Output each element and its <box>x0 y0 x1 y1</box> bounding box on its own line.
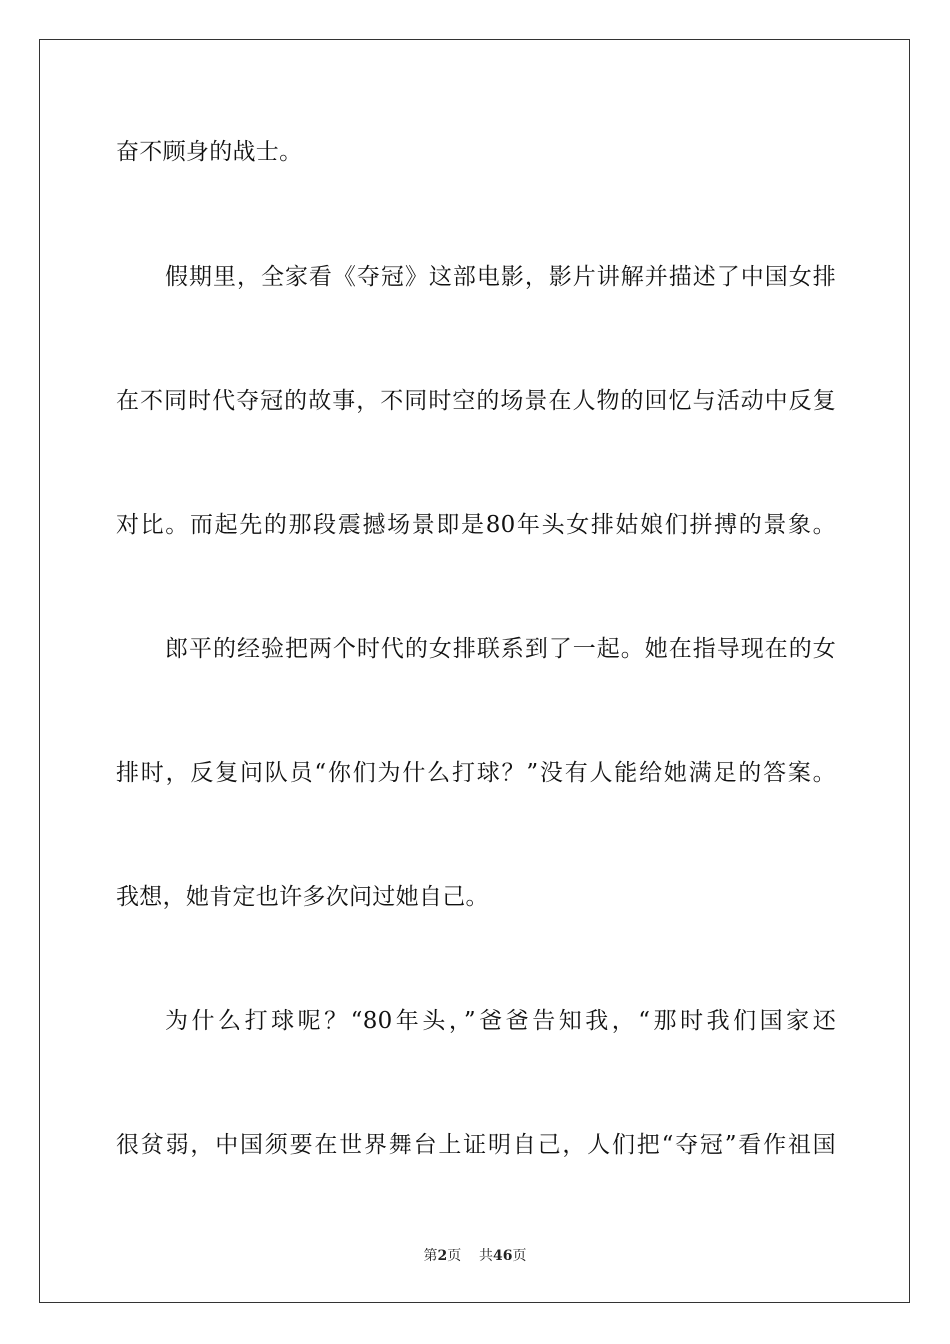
text-line-3: 在不同时代夺冠的故事，不同时空的场景在人物的回忆与活动中反复 <box>116 388 836 414</box>
text-line-7: 我想，她肯定也许多次问过她自己。 <box>116 884 489 910</box>
text-line-9: 很贫弱，中国须要在世界舞台上证明自己，人们把“夺冠”看作祖国 <box>116 1132 836 1158</box>
footer-page-prefix: 第 <box>423 1248 438 1264</box>
text-line-6: 排时，反复问队员“你们为什么打球？”没有人能给她满足的答案。 <box>116 760 836 786</box>
text-line-5: 郎平的经验把两个时代的女排联系到了一起。她在指导现在的女 <box>165 636 836 662</box>
text-line-2: 假期里，全家看《夺冠》这部电影，影片讲解并描述了中国女排 <box>165 264 836 290</box>
page-border <box>39 39 910 1303</box>
text-line-8: 为什么打球呢？“80年头，”爸爸告知我，“那时我们国家还 <box>165 1008 836 1034</box>
footer-total-pages: 46 <box>493 1248 513 1264</box>
footer-total-suffix: 页 <box>512 1248 527 1264</box>
footer-total-prefix: 共 <box>479 1248 494 1264</box>
footer-page-number: 2 <box>437 1248 448 1264</box>
footer-page-suffix: 页 <box>447 1248 462 1264</box>
page-footer <box>0 1247 950 1265</box>
text-line-1: 奋不顾身的战士。 <box>116 139 303 165</box>
text-line-4: 对比。而起先的那段震撼场景即是80年头女排姑娘们拼搏的景象。 <box>116 512 836 538</box>
